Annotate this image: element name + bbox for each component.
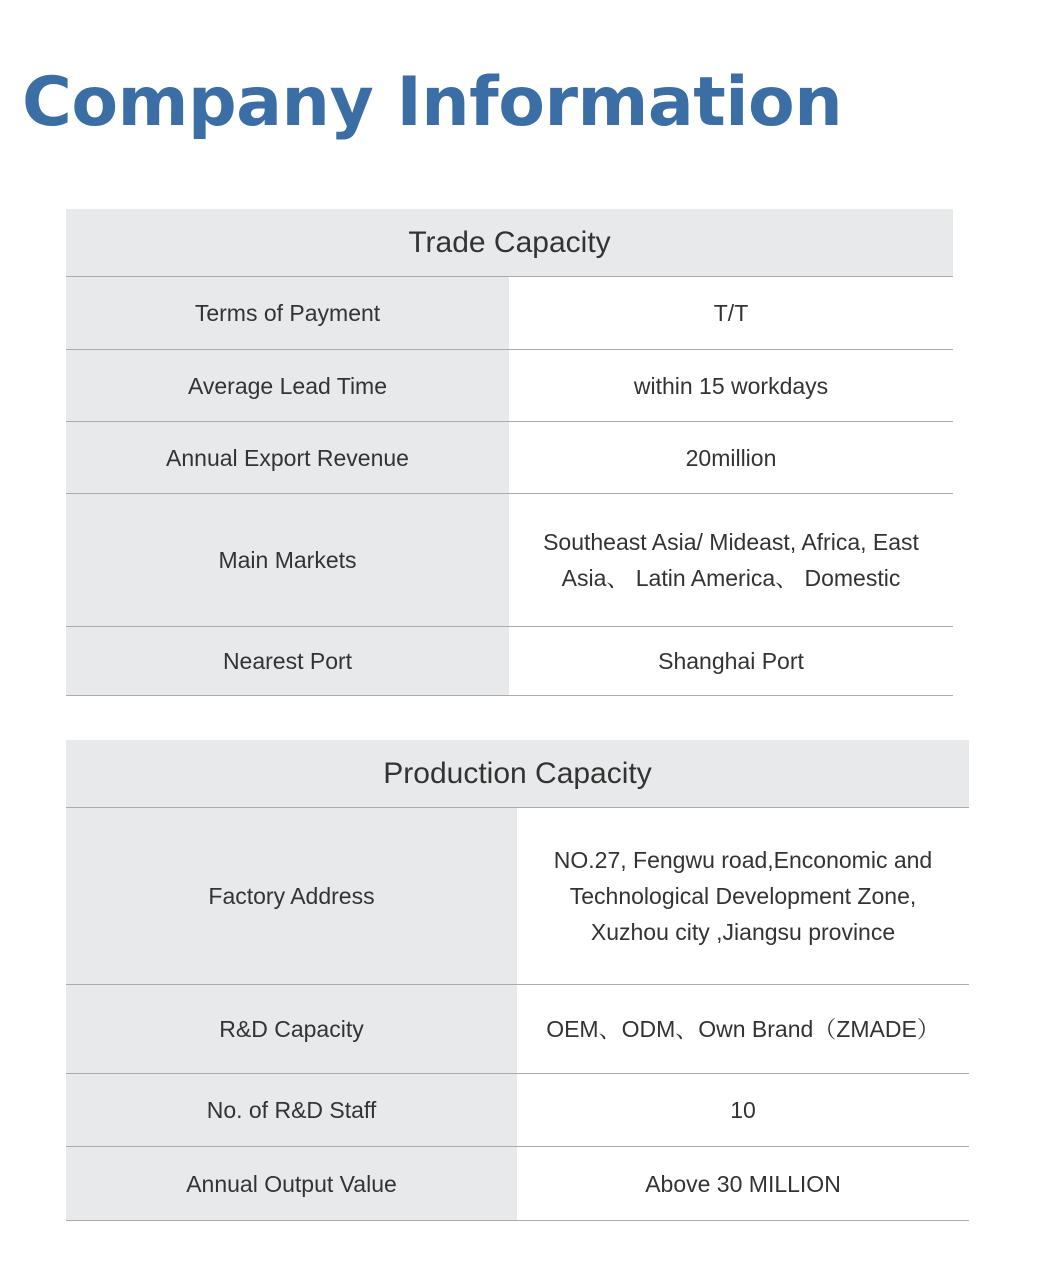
table-row: [66, 808, 969, 985]
rd-capacity-value: OEM、ODM、Own Brand（ZMADE）: [517, 985, 969, 1074]
table-row: [66, 627, 953, 696]
main-markets-label: Main Markets: [66, 494, 509, 627]
nearest-port-label: Nearest Port: [66, 627, 509, 696]
annual-export-revenue-label: Annual Export Revenue: [66, 422, 509, 494]
production-capacity-table: [66, 740, 969, 1221]
average-lead-time-value: within 15 workdays: [509, 350, 953, 422]
page-title: Company Information: [22, 63, 843, 142]
factory-address-value: NO.27, Fengwu road,Enconomic and Technological Development Zone, Xuzhou city ,Jiangsu province: [517, 808, 969, 985]
table-row: [66, 422, 953, 494]
table-row: [66, 277, 953, 350]
rd-capacity-label: R&D Capacity: [66, 985, 517, 1074]
table-row: [66, 1147, 969, 1221]
rd-staff-label: No. of R&D Staff: [66, 1074, 517, 1147]
annual-output-value-value: Above 30 MILLION: [517, 1147, 969, 1221]
annual-output-value-label: Annual Output Value: [66, 1147, 517, 1221]
trade-capacity-table: [66, 209, 953, 696]
table-row: [66, 985, 969, 1074]
table-header-row: [66, 209, 953, 277]
terms-of-payment-value: T/T: [509, 277, 953, 350]
table-row: [66, 1074, 969, 1147]
nearest-port-value: Shanghai Port: [509, 627, 953, 696]
main-markets-value: Southeast Asia/ Mideast, Africa, East Asia、 Latin America、 Domestic: [509, 494, 953, 627]
production-capacity-header: Production Capacity: [66, 740, 969, 808]
average-lead-time-label: Average Lead Time: [66, 350, 509, 422]
annual-export-revenue-value: 20million: [509, 422, 953, 494]
table-row: [66, 350, 953, 422]
factory-address-label: Factory Address: [66, 808, 517, 985]
terms-of-payment-label: Terms of Payment: [66, 277, 509, 350]
trade-capacity-header: Trade Capacity: [66, 209, 953, 277]
table-row: [66, 494, 953, 627]
table-header-row: [66, 740, 969, 808]
rd-staff-value: 10: [517, 1074, 969, 1147]
